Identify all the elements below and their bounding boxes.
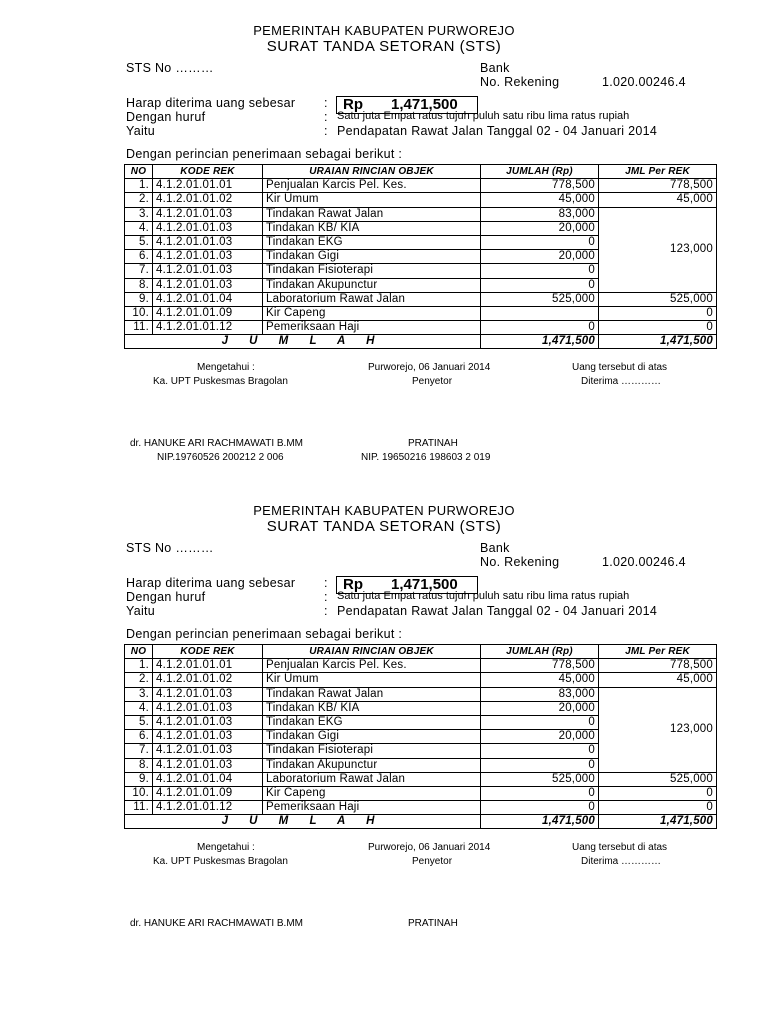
table-row [125,321,717,335]
yaitu-label: Yaitu [126,124,156,138]
total-jumlah: 1,471,500 [481,815,599,829]
cell-no: 9. [125,292,153,306]
huruf-label: Dengan huruf [126,590,206,604]
cell-jumlah: 20,000 [481,730,599,744]
table-total-row [125,815,717,829]
cell-per: 0 [599,801,717,815]
sts-number: STS No ……… [126,541,214,555]
table-row [125,801,717,815]
cell-kode: 4.1.2.01.01.01 [153,179,263,193]
cell-jumlah: 778,500 [481,179,599,193]
cell-uraian: Laboratorium Rawat Jalan [263,772,481,786]
table-header-row [125,645,717,659]
cell-kode: 4.1.2.01.01.09 [153,786,263,800]
cell-kode: 4.1.2.01.01.03 [153,235,263,249]
total-jumlah: 1,471,500 [481,335,599,349]
signer-name-2: PRATINAH [408,438,458,449]
detail-table [124,164,717,349]
cell-uraian: Pemeriksaan Haji [263,321,481,335]
cell-per: 525,000 [599,772,717,786]
cell-kode: 4.1.2.01.01.03 [153,250,263,264]
th-jumlah: JUMLAH (Rp) [481,165,599,179]
cell-uraian: Penjualan Karcis Pel. Kes. [263,179,481,193]
table-row [125,207,717,221]
rp-amount: 1,471,500 [391,576,458,593]
table-row [125,659,717,673]
cell-per: 0 [599,306,717,320]
rekening-value: 1.020.00246.4 [602,555,686,569]
place-date: Purworejo, 06 Januari 2014 [368,362,491,373]
perincian-label: Dengan perincian penerimaan sebagai berikut : [126,627,403,641]
cell-per: 45,000 [599,193,717,207]
cell-uraian: Penjualan Karcis Pel. Kes. [263,659,481,673]
cell-no: 8. [125,758,153,772]
gov-header: PEMERINTAH KABUPATEN PURWOREJO [253,503,515,518]
signer-name-1: dr. HANUKE ARI RACHMAWATI B.MM [130,918,303,929]
signer-name-2: PRATINAH [408,918,458,929]
cell-uraian: Tindakan Rawat Jalan [263,207,481,221]
th-uraian: URAIAN RINCIAN OBJEK [263,165,481,179]
cell-per-merged: 123,000 [599,687,717,772]
ka-upt: Ka. UPT Puskesmas Bragolan [153,376,288,387]
cell-jumlah: 20,000 [481,701,599,715]
table-total-row [125,335,717,349]
colon: : [324,110,328,124]
signer-name-1: dr. HANUKE ARI RACHMAWATI B.MM [130,438,303,449]
table-row [125,673,717,687]
cell-no: 7. [125,744,153,758]
total-label: J U M L A H [125,335,481,349]
cell-kode: 4.1.2.01.01.02 [153,673,263,687]
cell-jumlah: 525,000 [481,292,599,306]
cell-kode: 4.1.2.01.01.03 [153,207,263,221]
cell-kode: 4.1.2.01.01.03 [153,278,263,292]
cell-no: 5. [125,235,153,249]
total-per: 1,471,500 [599,335,717,349]
cell-jumlah: 0 [481,801,599,815]
cell-uraian: Tindakan Akupunctur [263,758,481,772]
cell-no: 9. [125,772,153,786]
rekening-label: No. Rekening [480,555,560,569]
rp-label: Rp [343,96,363,113]
rekening-value: 1.020.00246.4 [602,75,686,89]
cell-uraian: Tindakan KB/ KIA [263,221,481,235]
cell-jumlah [481,306,599,320]
bank-label: Bank [480,541,510,555]
cell-jumlah: 45,000 [481,193,599,207]
cell-no: 4. [125,221,153,235]
cell-jumlah: 0 [481,278,599,292]
rp-amount: 1,471,500 [391,96,458,113]
colon: : [324,124,328,138]
sts-document-1 [0,0,768,480]
cell-per: 45,000 [599,673,717,687]
cell-kode: 4.1.2.01.01.03 [153,687,263,701]
cell-jumlah: 83,000 [481,207,599,221]
harap-label: Harap diterima uang sebesar [126,96,296,110]
table-row [125,179,717,193]
cell-no: 4. [125,701,153,715]
th-jumlah: JUMLAH (Rp) [481,645,599,659]
cell-no: 1. [125,659,153,673]
cell-jumlah: 0 [481,321,599,335]
doc-title: SURAT TANDA SETORAN (STS) [266,518,502,535]
cell-uraian: Tindakan KB/ KIA [263,701,481,715]
cell-uraian: Tindakan EKG [263,715,481,729]
cell-jumlah: 83,000 [481,687,599,701]
sts-number: STS No ……… [126,61,214,75]
cell-kode: 4.1.2.01.01.04 [153,772,263,786]
cell-uraian: Tindakan Gigi [263,250,481,264]
cell-jumlah: 20,000 [481,250,599,264]
cell-jumlah: 0 [481,264,599,278]
cell-no: 7. [125,264,153,278]
cell-per-merged: 123,000 [599,207,717,292]
th-no: NO [125,165,153,179]
cell-jumlah: 45,000 [481,673,599,687]
bank-label: Bank [480,61,510,75]
cell-uraian: Tindakan Gigi [263,730,481,744]
cell-no: 11. [125,801,153,815]
cell-jumlah: 778,500 [481,659,599,673]
cell-kode: 4.1.2.01.01.03 [153,264,263,278]
uang-tersebut: Uang tersebut di atas [572,362,668,373]
detail-table [124,644,717,829]
cell-kode: 4.1.2.01.01.12 [153,801,263,815]
cell-no: 10. [125,306,153,320]
penyetor: Penyetor [412,376,453,387]
rp-label: Rp [343,576,363,593]
cell-jumlah: 0 [481,758,599,772]
huruf-value: Satu juta Empat ratus tujuh puluh satu ribu lima ratus rupiah [337,590,630,602]
cell-no: 6. [125,730,153,744]
table-row [125,306,717,320]
cell-kode: 4.1.2.01.01.04 [153,292,263,306]
cell-per: 778,500 [599,659,717,673]
th-kode: KODE REK [153,645,263,659]
cell-no: 10. [125,786,153,800]
colon: : [324,590,328,604]
table-header-row [125,165,717,179]
cell-no: 1. [125,179,153,193]
cell-uraian: Tindakan Rawat Jalan [263,687,481,701]
table-row [125,292,717,306]
cell-jumlah: 525,000 [481,772,599,786]
perincian-label: Dengan perincian penerimaan sebagai berikut : [126,147,403,161]
cell-kode: 4.1.2.01.01.12 [153,321,263,335]
th-per-rek: JML Per REK [599,645,717,659]
th-per-rek: JML Per REK [599,165,717,179]
diterima: Diterima ………… [581,856,662,867]
cell-uraian: Laboratorium Rawat Jalan [263,292,481,306]
mengetahui: Mengetahui : [197,362,255,373]
cell-no: 5. [125,715,153,729]
table-row [125,772,717,786]
colon: : [324,576,328,590]
th-kode: KODE REK [153,165,263,179]
th-uraian: URAIAN RINCIAN OBJEK [263,645,481,659]
huruf-label: Dengan huruf [126,110,206,124]
cell-uraian: Kir Capeng [263,786,481,800]
cell-no: 3. [125,687,153,701]
cell-uraian: Tindakan Fisioterapi [263,744,481,758]
signer-nip-1: NIP.19760526 200212 2 006 [157,452,284,463]
cell-uraian: Kir Capeng [263,306,481,320]
cell-no: 8. [125,278,153,292]
gov-header: PEMERINTAH KABUPATEN PURWOREJO [253,23,515,38]
place-date: Purworejo, 06 Januari 2014 [368,842,491,853]
cell-kode: 4.1.2.01.01.03 [153,758,263,772]
rekening-label: No. Rekening [480,75,560,89]
cell-kode: 4.1.2.01.01.03 [153,744,263,758]
yaitu-value: Pendapatan Rawat Jalan Tanggal 02 - 04 Januari 2014 [337,604,658,618]
huruf-value: Satu juta Empat ratus tujuh puluh satu ribu lima ratus rupiah [337,110,630,122]
colon: : [324,604,328,618]
ka-upt: Ka. UPT Puskesmas Bragolan [153,856,288,867]
cell-uraian: Tindakan EKG [263,235,481,249]
cell-kode: 4.1.2.01.01.09 [153,306,263,320]
table-row [125,687,717,701]
cell-uraian: Pemeriksaan Haji [263,801,481,815]
cell-jumlah: 0 [481,235,599,249]
diterima: Diterima ………… [581,376,662,387]
cell-kode: 4.1.2.01.01.01 [153,659,263,673]
cell-uraian: Kir Umum [263,673,481,687]
mengetahui: Mengetahui : [197,842,255,853]
table-row [125,193,717,207]
cell-kode: 4.1.2.01.01.03 [153,715,263,729]
cell-no: 3. [125,207,153,221]
total-per: 1,471,500 [599,815,717,829]
colon: : [324,96,328,110]
yaitu-value: Pendapatan Rawat Jalan Tanggal 02 - 04 Januari 2014 [337,124,658,138]
cell-kode: 4.1.2.01.01.03 [153,701,263,715]
doc-title: SURAT TANDA SETORAN (STS) [266,38,502,55]
harap-label: Harap diterima uang sebesar [126,576,296,590]
cell-kode: 4.1.2.01.01.02 [153,193,263,207]
penyetor: Penyetor [412,856,453,867]
cell-per: 0 [599,321,717,335]
cell-no: 6. [125,250,153,264]
cell-kode: 4.1.2.01.01.03 [153,221,263,235]
cell-jumlah: 0 [481,715,599,729]
cell-jumlah: 0 [481,786,599,800]
cell-jumlah: 20,000 [481,221,599,235]
cell-kode: 4.1.2.01.01.03 [153,730,263,744]
cell-per: 778,500 [599,179,717,193]
cell-per: 525,000 [599,292,717,306]
cell-uraian: Tindakan Akupunctur [263,278,481,292]
uang-tersebut: Uang tersebut di atas [572,842,668,853]
cell-no: 2. [125,673,153,687]
yaitu-label: Yaitu [126,604,156,618]
cell-no: 2. [125,193,153,207]
total-label: J U M L A H [125,815,481,829]
cell-no: 11. [125,321,153,335]
th-no: NO [125,645,153,659]
table-row [125,786,717,800]
signer-nip-2: NIP. 19650216 198603 2 019 [361,452,491,463]
cell-uraian: Kir Umum [263,193,481,207]
cell-jumlah: 0 [481,744,599,758]
cell-per: 0 [599,786,717,800]
cell-uraian: Tindakan Fisioterapi [263,264,481,278]
sts-document-2 [0,480,768,960]
